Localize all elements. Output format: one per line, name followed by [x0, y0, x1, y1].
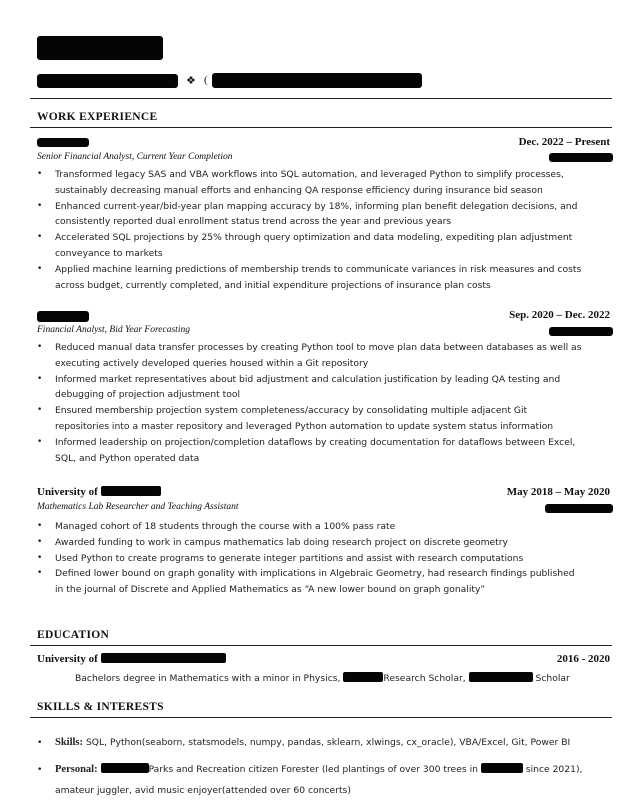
- header-rule: [30, 98, 612, 99]
- education-date: 2016 - 2020: [556, 653, 610, 665]
- personal-line: • Personal: Parks and Recreation citizen Forester (led plantings of over 300 trees in since 2021), amateur juggler, avid music enjoyer(attended over 60 concerts): [37, 759, 607, 801]
- section-title-work: WORK EXPERIENCE: [37, 111, 158, 123]
- list-item: • Reduced manual data transfer processes by creating Python tool to move plan data between databases as well as executing actively developed queries housed within a Git repository: [37, 340, 582, 372]
- skills-text: SQL, Python(seaborn, statsmodels, numpy, pandas, sklearn, xlwings, cx_oracle), VBA/Excel, Git, Power BI: [85, 737, 571, 748]
- contact-separator: ❖: [186, 75, 196, 87]
- redacted-email: [37, 74, 178, 88]
- redacted-university: [101, 486, 161, 496]
- redacted-employer: [37, 138, 89, 147]
- list-item: • Defined lower bound on graph gonality with implications in Algebraic Geometry, had research findings published in the journal of Discrete and Applied Mathematics as “A new lower bound on graph gonality”: [37, 566, 582, 598]
- job-date: May 2018 – May 2020: [506, 486, 610, 498]
- org-prefix: University of: [37, 653, 98, 665]
- education-degree: Bachelors degree in Mathematics with a minor in Physics, Research Scholar, Scholar: [75, 673, 570, 684]
- skills-rule: [30, 717, 612, 718]
- redacted-employer: [37, 311, 89, 322]
- section-title-skills: SKILLS & INTERESTS: [37, 701, 164, 713]
- job-bullets: [37, 167, 582, 293]
- list-item: • Informed leadership on projection/completion dataflows by creating documentation for dataflows between Excel, SQL, and Python operated data: [37, 435, 582, 467]
- education-rule: [30, 645, 612, 646]
- job-date: Sep. 2020 – Dec. 2022: [509, 309, 610, 321]
- job-role: Mathematics Lab Researcher and Teaching Assistant: [37, 502, 239, 512]
- redacted-university: [101, 653, 226, 663]
- redacted-location: [549, 327, 613, 336]
- skills-label: Skills:: [55, 737, 84, 748]
- redacted-phone: [212, 73, 422, 88]
- job-role: Senior Financial Analyst, Current Year Completion: [37, 152, 233, 162]
- list-item: • Informed market representatives about bid adjustment and calculation justification by leading QA testing and debugging of projection adjustment tool: [37, 372, 582, 404]
- list-item: • Applied machine learning predictions of membership trends to communicate variances in risk measures and costs across budget, currently completed, and initial expenditure projections of insurance plan costs: [37, 262, 582, 294]
- redacted-city: [481, 763, 523, 773]
- redacted-location: [545, 504, 613, 513]
- skills-line: [37, 732, 607, 753]
- job-date: Dec. 2022 – Present: [518, 136, 610, 148]
- list-item: • Awarded funding to work in campus mathematics lab doing research project on discrete geometry: [37, 535, 582, 551]
- list-item: • Accelerated SQL projections by 25% through query optimization and data modeling, expediting plan adjustment conveyance to markets: [37, 230, 582, 262]
- job-role: Financial Analyst, Bid Year Forecasting: [37, 325, 190, 335]
- list-item: • Enhanced current-year/bid-year plan mapping accuracy by 18%, informing plan benefit delegation decisions, and consistently reported dual enrollment status trend across the year and previous years: [37, 199, 582, 231]
- personal-label: Personal:: [55, 764, 98, 775]
- job-bullets: [37, 340, 582, 466]
- redacted-name: [37, 36, 163, 60]
- redacted-city: [101, 763, 149, 773]
- list-item: • Transformed legacy SAS and VBA workflows into SQL automation, and leveraged Python to simplify processes, sustainably decreasing manual efforts and enhancing QA response efficiency during insurance bid season: [37, 167, 582, 199]
- education-org: [37, 653, 226, 665]
- list-item: • Managed cohort of 18 students through the course with a 100% pass rate: [37, 519, 582, 535]
- contact-fragment-paren: (: [204, 74, 208, 86]
- org-prefix: University of: [37, 486, 98, 498]
- list-item: • Used Python to create programs to generate integer partitions and assist with research computations: [37, 551, 582, 567]
- redacted-scholarship: [343, 672, 383, 682]
- job-bullets: [37, 519, 582, 598]
- job-org: [37, 486, 161, 498]
- section-title-education: EDUCATION: [37, 629, 110, 641]
- work-rule: [30, 127, 612, 128]
- redacted-location: [549, 153, 613, 162]
- list-item: • Ensured membership projection system completeness/accuracy by consolidating multiple adjacent Git repositories into a master repository and leveraged Python automation to update system status information: [37, 403, 582, 435]
- redacted-scholarship: [469, 672, 533, 682]
